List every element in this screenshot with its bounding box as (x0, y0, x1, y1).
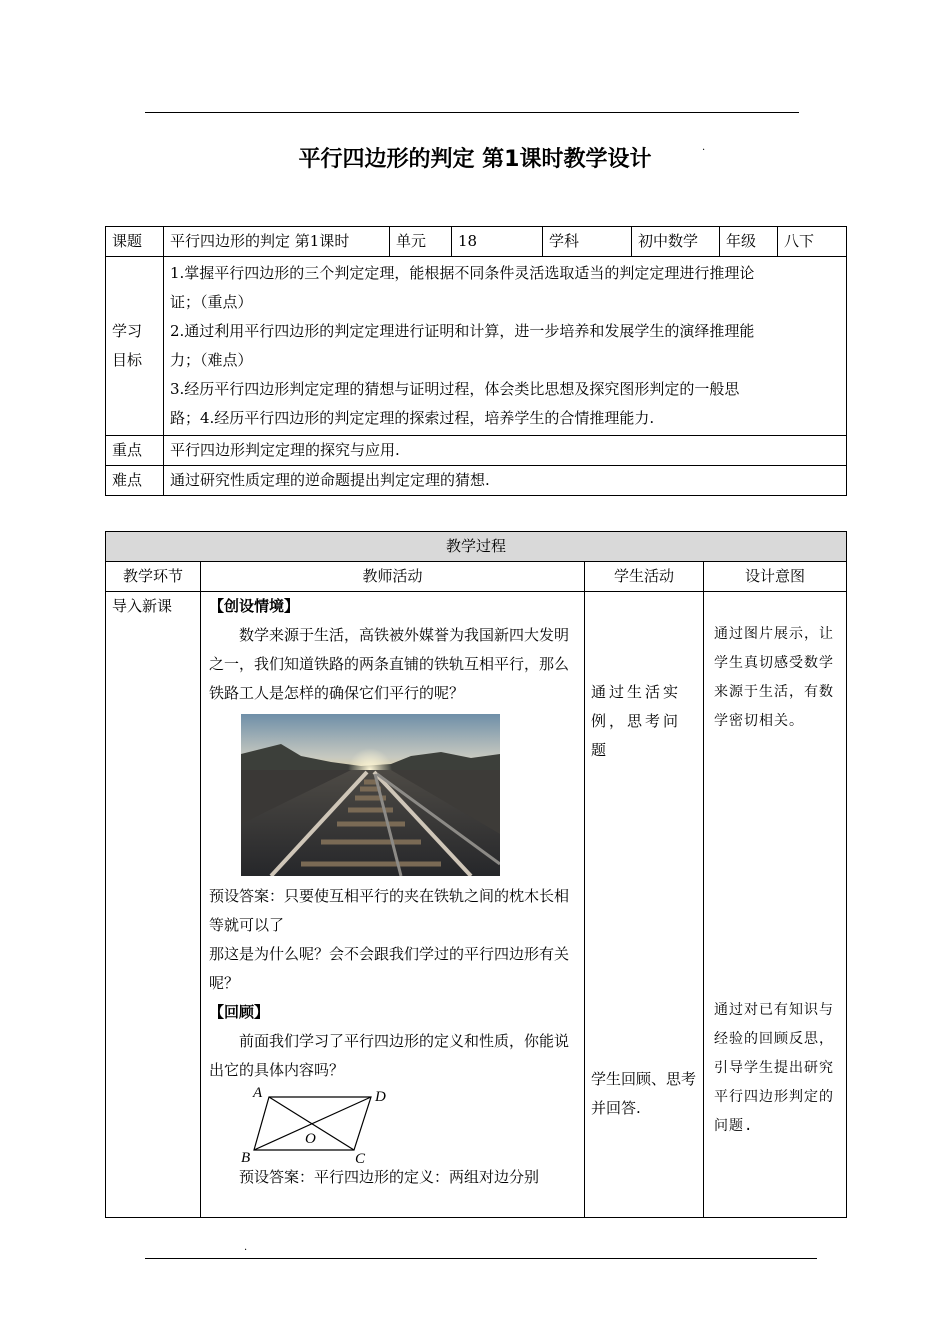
lesson-info-table (105, 226, 847, 496)
student-activity-2: 学生回顾、思考并回答. (591, 1070, 697, 1117)
info-row-topic (106, 227, 847, 257)
teacher-question: 那这是为什么呢？会不会跟我们学过的平行四边形有关呢？ (209, 945, 570, 992)
cell-subject-label: 学科 (543, 227, 632, 257)
cell-diff-label: 难点 (106, 466, 164, 496)
cell-unit: 18 (452, 227, 543, 257)
process-header: 教学过程 (106, 532, 847, 562)
col-stage: 教学环节 (106, 562, 201, 592)
vertex-b-label: B (241, 1150, 251, 1163)
footer-rule (145, 1258, 817, 1259)
student-activity-1: 通过生活实例，思考问题 (591, 683, 682, 759)
cell-teacher-activity (201, 592, 585, 1218)
objective-line: 1.掌握平行四边形的三个判定定理，能根据不同条件灵活选取适当的判定定理进行推理论 (170, 264, 755, 282)
section-heading-review: 【回顾】 (209, 1003, 270, 1021)
col-teacher: 教师活动 (201, 562, 585, 592)
cell-grade: 八下 (778, 227, 847, 257)
teacher-answer: 预设答案：只要使互相平行的夹在铁轨之间的枕木长相等就可以了 (209, 887, 570, 934)
objectives-label-2: 目标 (112, 351, 143, 369)
objective-line: 力；（难点） (170, 351, 253, 369)
col-student: 学生活动 (585, 562, 704, 592)
teacher-paragraph: 数学来源于生活，高铁被外媒誉为我国新四大发明之一，我们知道铁路的两条直铺的铁轨互相平行，那么铁路工人是怎样的确保它们平行的呢？ (209, 626, 570, 702)
cell-unit-label: 单元 (390, 227, 452, 257)
railway-photo (241, 714, 500, 876)
footer-dot: . (244, 1242, 248, 1253)
cell-objectives-label (106, 257, 164, 436)
info-row-objectives (106, 257, 847, 436)
cell-key-label: 重点 (106, 436, 164, 466)
vertex-c-label: C (355, 1151, 366, 1163)
process-col-headers (106, 562, 847, 592)
page-title: 平行四边形的判定 第1课时教学设计 (298, 147, 652, 172)
process-row-intro (106, 592, 847, 1218)
title-dot: . (702, 142, 706, 153)
cell-topic: 平行四边形的判定 第1课时 (164, 227, 390, 257)
teacher-answer: 预设答案：平行四边形的定义：两组对边分别 (239, 1168, 540, 1186)
vertex-d-label: D (375, 1089, 386, 1105)
center-o-label: O (305, 1131, 316, 1147)
teaching-process-table (105, 531, 847, 1218)
parallelogram-figure (239, 1087, 399, 1163)
vertex-a-label: A (253, 1087, 263, 1101)
cell-diff: 通过研究性质定理的逆命题提出判定定理的猜想. (164, 466, 847, 496)
cell-student-activity (585, 592, 704, 1218)
header-rule (145, 112, 799, 113)
objective-line: 3.经历平行四边形判定定理的猜想与证明过程，体会类比思想及探究图形判定的一般思 (170, 380, 740, 398)
cell-topic-label: 课题 (106, 227, 164, 257)
cell-stage: 导入新课 (106, 592, 201, 1218)
objective-line: 证；（重点） (170, 293, 253, 311)
info-row-key (106, 436, 847, 466)
design-intent-2: 通过对已有知识与经验的回顾反思，引导学生提出研究平行四边形判定的问题. (714, 1002, 834, 1134)
objective-line: 路；4.经历平行四边形的判定定理的探索过程，培养学生的合情推理能力. (170, 409, 655, 427)
col-intent: 设计意图 (704, 562, 847, 592)
section-heading-scenario: 【创设情境】 (209, 597, 300, 615)
cell-design-intent (704, 592, 847, 1218)
teacher-paragraph: 前面我们学习了平行四边形的定义和性质，你能说出它的具体内容吗？ (209, 1032, 570, 1079)
objective-line: 2.通过利用平行四边形的判定定理进行证明和计算，进一步培养和发展学生的演绎推理能 (170, 322, 755, 340)
design-intent-1: 通过图片展示，让学生真切感受数学来源于生活，有数学密切相关。 (714, 626, 834, 729)
info-row-difficulty (106, 466, 847, 496)
cell-objectives (164, 257, 847, 436)
cell-grade-label: 年级 (720, 227, 778, 257)
objectives-label-1: 学习 (112, 322, 143, 340)
cell-key: 平行四边形判定定理的探究与应用. (164, 436, 847, 466)
cell-subject: 初中数学 (632, 227, 720, 257)
